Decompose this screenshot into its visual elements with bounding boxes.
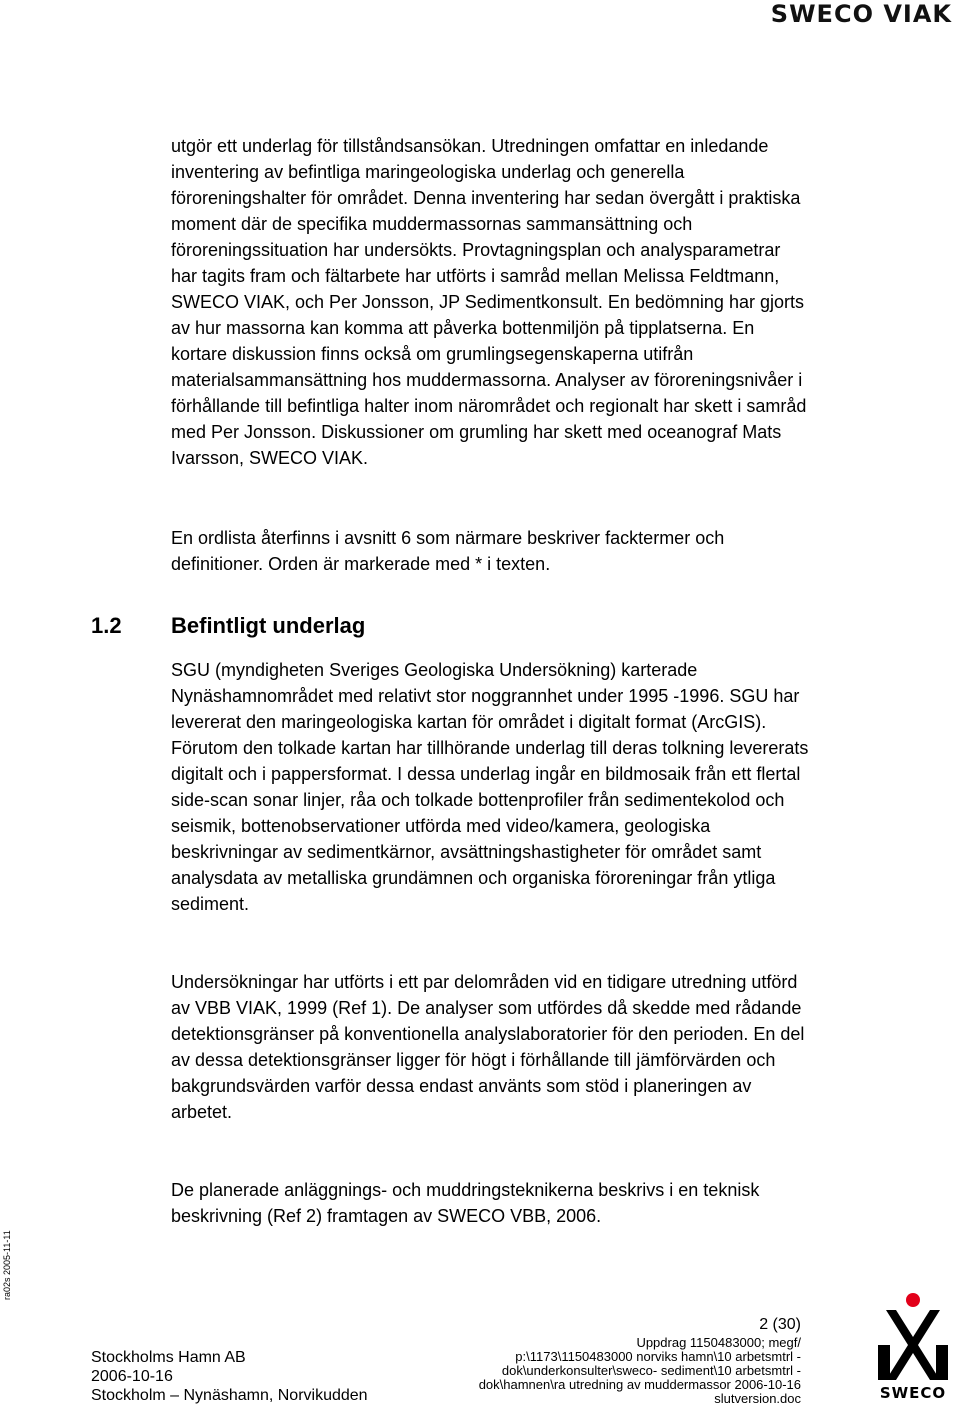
footer-client: Stockholms Hamn AB: [91, 1349, 246, 1366]
footer-assignment: Uppdrag 1150483000; megf/: [636, 1335, 801, 1350]
footer-right: [441, 1318, 801, 1406]
footer-project: Stockholm – Nynäshamn, Norvikudden: [91, 1387, 368, 1404]
document-code: ra02s 2005-11-11: [2, 1230, 12, 1300]
footer-path: slutversion.doc: [714, 1391, 801, 1406]
logo-wordmark: SWECO: [879, 1384, 947, 1402]
footer-path: dok\hamnen\ra utredning av muddermassor 2006-10-16: [478, 1377, 801, 1392]
footer-path: p:\1173\1150483000 norviks hamn\10 arbetsmtrl -: [515, 1349, 801, 1364]
section-heading: [91, 613, 365, 639]
sweco-logo-icon: [872, 1290, 954, 1382]
footer-left: [91, 1348, 368, 1405]
section-paragraph: Undersökningar har utförts i ett par delområden vid en tidigare utredning utförd av VBB VIAK, 1999 (Ref 1). De analyser som utfördes då skedde med rådande detektionsgränser på konventionella analyslaboratorier för den perioden. En del av dessa detektionsgränser ligger för högt i förhållande till jämförvärden och bakgrundsvärden varför dessa endast använts som stöd i planeringen av arbetet.: [171, 972, 805, 1122]
footer-date: 2006-10-16: [91, 1368, 173, 1385]
sweco-logo: [872, 1290, 954, 1402]
footer-path: dok\underkonsulter\sweco- sediment\10 arbetsmtrl -: [501, 1363, 801, 1378]
body-paragraph: En ordlista återfinns i avsnitt 6 som närmare beskriver facktermer och definitioner. Orden är markerade med * i texten.: [171, 528, 725, 574]
section-number: 1.2: [91, 613, 122, 638]
body-paragraph: utgör ett underlag för tillståndsansökan. Utredningen omfattar en inledande inventering av befintliga maringeologiska underlag och generella föroreningshalter för området. Denna inventering har sedan övergått i praktiska moment där de specifika muddermassornas sammansättning och föroreningssituation har undersökts. Provtagningsplan och analysparametrar har tagits fram och fältarbete har utförts i samråd mellan Melissa Feldtmann, SWECO VIAK, och Per Jonsson, JP Sedimentkonsult. En bedömning har gjorts av hur massorna kan komma att påverka bottenmiljön på tipplatserna. En kortare diskussion finns också om grumlingsegenskaperna utifrån materialsammansättning hos muddermassorna. Analyser av föroreningsnivåer i förhållande till befintliga halter inom närområdet och regionalt har skett i samråd med Per Jonsson. Diskussioner om grumling har skett med oceanograf Mats Ivarsson, SWECO VIAK.: [171, 136, 807, 468]
page-number: 2 (30): [759, 1316, 801, 1333]
section-title: Befintligt underlag: [171, 613, 366, 638]
section-paragraph: De planerade anläggnings- och muddringsteknikerna beskrivs i en teknisk beskrivning (Ref 2) framtagen av SWECO VBB, 2006.: [171, 1180, 760, 1226]
section-paragraph: SGU (myndigheten Sveriges Geologiska Undersökning) karterade Nynäshamnområdet med relativt stor noggrannhet under 1995 -1996. SGU har levererat den maringeologiska kartan för området i digitalt format (ArcGIS). Förutom den tolkade kartan har tillhörande underlag till deras tolkning levererats digitalt och i pappersformat. I dessa underlag ingår en bildmosaik från ett flertal side-scan sonar linjer, råa och tolkade bottenprofiler från sedimentekolod och seismik, bottenobservationer utförda med video/kamera, geologiska beskrivningar av sedimentkärnor, avsättningshastigheter för området samt analysdata av metalliska grundämnen och organiska föroreningar från ytliga sediment.: [171, 660, 809, 914]
brand-logo-text: SWECO VIAK: [770, 0, 952, 28]
